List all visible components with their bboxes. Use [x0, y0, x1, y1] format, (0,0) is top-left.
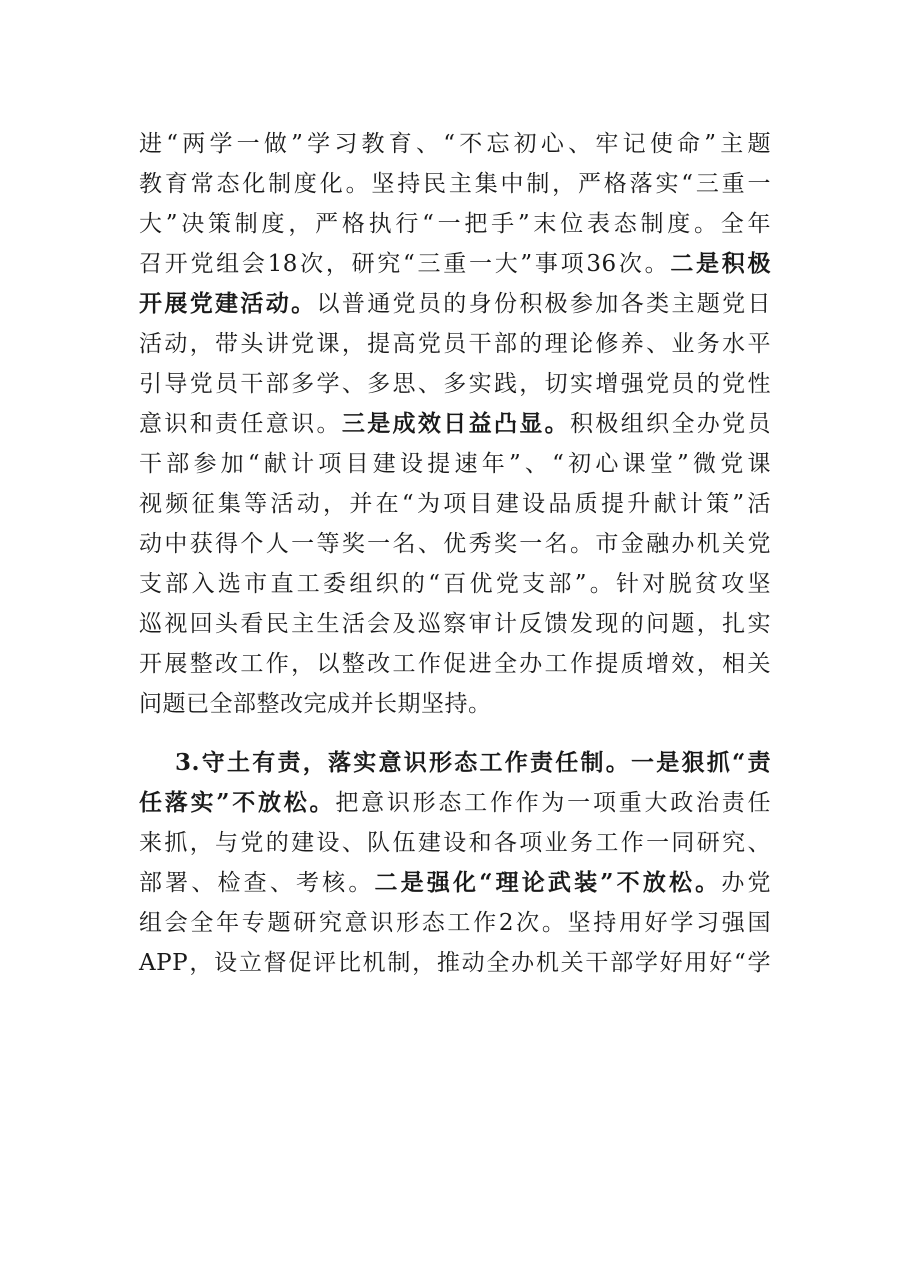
paragraph-1: [139, 124, 771, 724]
text-line: [139, 524, 771, 564]
text-line: [139, 284, 771, 324]
bold-heading-run: 开展党建活动。: [139, 290, 317, 317]
text-run: 动中获得个人一等奖一名、优秀奖一名。市金融办机关党: [139, 531, 771, 557]
text-line: [139, 604, 771, 644]
text-run: APP，设立督促评比机制，推动全办机关干部学好用好“学: [139, 950, 771, 976]
text-line: [139, 903, 771, 943]
text-line: [139, 484, 771, 524]
text-run: 活动，带头讲党课，提高党员干部的理论修养、业务水平: [139, 331, 771, 357]
bold-heading-run: 任落实”不放松。: [139, 789, 336, 816]
text-run: 以普通党员的身份积极参加各类主题党日: [316, 291, 772, 317]
text-run: 引导党员干部多学、多思、多实践，切实增强党员的党性: [139, 371, 771, 397]
text-line: [139, 684, 771, 724]
text-run: 组会全年专题研究意识形态工作2次。坚持用好学习强国: [139, 910, 771, 936]
bold-heading-run: 二是强化“理论武装”不放松。: [374, 869, 722, 896]
text-run: 问题已全部整改完成并长期坚持。: [139, 691, 492, 717]
document-body: [139, 124, 771, 983]
text-run: 把意识形态工作作为一项重大政治责任: [335, 790, 772, 816]
text-run: 大”决策制度，严格执行“一把手”末位表态制度。全年: [139, 211, 771, 237]
text-line: [139, 164, 771, 204]
text-run: 部署、检查、考核。: [139, 870, 375, 896]
text-line: [139, 244, 771, 284]
text-run: 召开党组会18次，研究“三重一大”事项36次。: [139, 251, 671, 277]
text-line: [139, 564, 771, 604]
text-run: 积极组织全办党员: [570, 411, 772, 437]
paragraph-2: [139, 743, 771, 983]
text-run: 开展整改工作，以整改工作促进全办工作提质增效，相关: [139, 651, 771, 677]
text-run: 意识和责任意识。: [139, 411, 342, 437]
text-line: [139, 444, 771, 484]
text-run: 教育常态化制度化。坚持民主集中制，严格落实“三重一: [139, 171, 771, 197]
text-line: [139, 204, 771, 244]
text-run: 视频征集等活动，并在“为项目建设品质提升献计策”活: [139, 491, 771, 517]
text-line: [139, 644, 771, 684]
text-run: 巡视回头看民主生活会及巡察审计反馈发现的问题，扎实: [139, 611, 771, 637]
text-run: 进“两学一做”学习教育、“不忘初心、牢记使命”主题: [139, 131, 771, 157]
text-line: [139, 823, 771, 863]
text-run: 办党: [721, 870, 771, 896]
bold-heading-run: 三是成效日益凸显。: [341, 410, 571, 437]
text-line: [139, 783, 771, 823]
text-line: [139, 863, 771, 903]
bold-heading-run: 二是积极: [670, 250, 771, 277]
text-line: [139, 943, 771, 983]
bold-heading-run: 3.守土有责，落实意识形态工作责任制。一是狠抓“责: [175, 749, 771, 776]
text-line: [139, 364, 771, 404]
text-line: [139, 124, 771, 164]
paragraph-gap: [139, 724, 771, 743]
text-line: [139, 324, 771, 364]
text-run: 干部参加“献计项目建设提速年”、“初心课堂”微党课: [139, 451, 771, 477]
text-run: 来抓，与党的建设、队伍建设和各项业务工作一同研究、: [139, 830, 771, 856]
text-line: [139, 404, 771, 444]
text-line: [139, 743, 771, 783]
text-run: 支部入选市直工委组织的“百优党支部”。针对脱贫攻坚: [139, 571, 771, 597]
